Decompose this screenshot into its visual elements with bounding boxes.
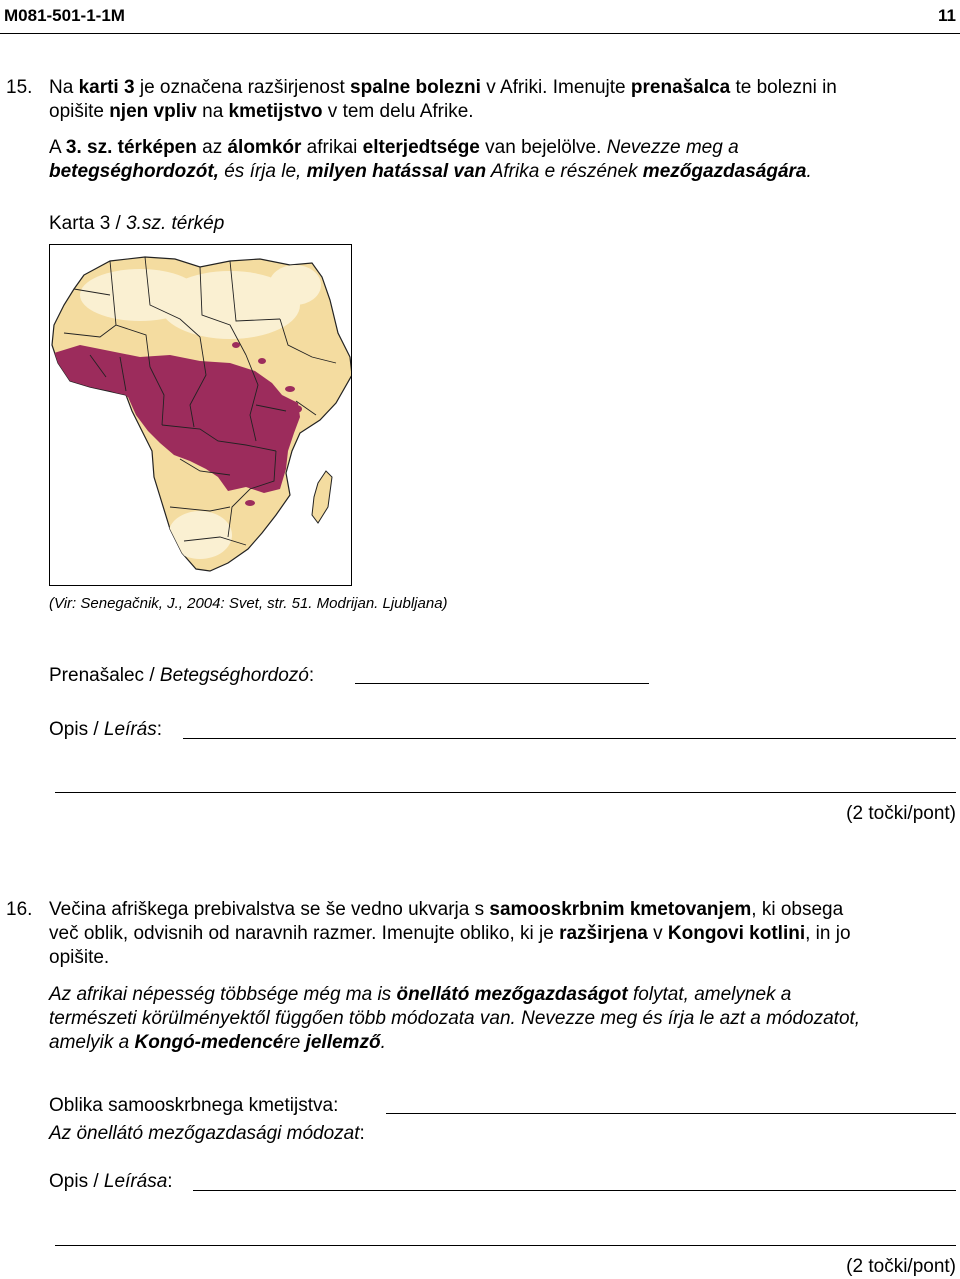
- map-caption-sl: Karta 3 /: [49, 213, 127, 234]
- text-segment: , in jo: [805, 923, 851, 944]
- text-segment: samooskrbnim kmetovanjem: [489, 899, 752, 920]
- q15-hu-line1: [49, 136, 739, 160]
- q16-hu-line1: [49, 983, 791, 1007]
- text-segment: Az afrikai népesség többsége még ma is: [49, 984, 397, 1005]
- q16-number: 16.: [6, 899, 33, 920]
- text-segment: .: [806, 161, 812, 182]
- text-segment: Afrika e részének: [486, 161, 643, 182]
- text-segment: te bolezni in: [730, 77, 837, 98]
- text-segment: v Afriki. Imenujte: [480, 77, 631, 98]
- text-segment: önellátó mezőgazdaságot: [396, 984, 628, 1005]
- carrier-answer-line[interactable]: [355, 683, 649, 684]
- header-rule: [0, 33, 960, 34]
- q16-desc-label-colon: :: [167, 1171, 173, 1192]
- text-segment: , ki obsega: [751, 899, 844, 920]
- q15-description-line-2[interactable]: [55, 792, 956, 793]
- form-label-hu-colon: :: [359, 1123, 365, 1144]
- text-segment: v: [647, 923, 668, 944]
- q16-description-line-1[interactable]: [193, 1190, 956, 1191]
- text-segment: Kongovi kotlini: [667, 923, 806, 944]
- text-segment: Na: [49, 77, 79, 98]
- text-segment: van bejelölve.: [479, 137, 607, 158]
- q15-points: (2 točki/pont): [846, 803, 956, 824]
- q16-points: (2 točki/pont): [846, 1256, 956, 1277]
- text-segment: razširjena: [559, 923, 648, 944]
- q15-sl-line2: [49, 100, 474, 124]
- text-segment: kmetijstvo: [228, 101, 323, 122]
- map-caption-hu: 3.sz. térkép: [126, 213, 225, 234]
- q16-hu-line2: [49, 1007, 860, 1031]
- text-segment: Nevezze meg a: [606, 137, 739, 158]
- text-segment: Večina afriškega prebivalstva se še vedno ukvarja s: [49, 899, 490, 920]
- text-segment: na: [196, 101, 229, 122]
- q15-desc-label-hu: Leírás: [103, 719, 157, 740]
- carrier-label-hu: Betegséghordozó: [159, 665, 309, 686]
- text-segment: več oblik, odvisnih od naravnih razmer. Imenujte obliko, ki je: [49, 923, 560, 944]
- text-segment: jellemző: [305, 1032, 381, 1053]
- text-segment: elterjedtsége: [362, 137, 480, 158]
- text-segment: Kongó-medencé: [134, 1032, 284, 1053]
- q16-sl-line1: [49, 898, 843, 922]
- text-segment: opišite: [49, 101, 110, 122]
- text-segment: je označena razširjenost: [134, 77, 351, 98]
- q16-desc-label-hu: Leírása: [103, 1171, 168, 1192]
- q15-description-line-1[interactable]: [183, 738, 956, 739]
- map-caption: [49, 212, 224, 236]
- q15-sl-line1: [49, 76, 837, 100]
- text-segment: folytat, amelynek a: [627, 984, 792, 1005]
- text-segment: v tem delu Afrike.: [322, 101, 474, 122]
- africa-map-graphic: [50, 245, 352, 586]
- map-source: (Vir: Senegačnik, J., 2004: Svet, str. 51. Modrijan. Ljubljana): [49, 595, 448, 612]
- text-segment: amelyik a: [49, 1032, 135, 1053]
- text-segment: prenašalca: [630, 77, 731, 98]
- text-segment: milyen hatással van: [306, 161, 487, 182]
- madagascar: [312, 471, 332, 523]
- carrier-label: [49, 664, 314, 688]
- q16-hu-line3: [49, 1031, 386, 1055]
- text-segment: njen vpliv: [109, 101, 197, 122]
- text-segment: spalne bolezni: [350, 77, 481, 98]
- q16-sl-line3: [49, 946, 109, 970]
- q15-number: 15.: [6, 77, 33, 98]
- q15-description-label: [49, 718, 162, 742]
- text-segment: karti 3: [78, 77, 135, 98]
- form-answer-line[interactable]: [386, 1113, 956, 1114]
- q15-desc-label-colon: :: [156, 719, 162, 740]
- q16-sl-line2: [49, 922, 851, 946]
- q15-hu-line2: [49, 160, 812, 184]
- text-segment: afrikai: [301, 137, 363, 158]
- text-segment: az: [196, 137, 228, 158]
- text-segment: és írja le,: [218, 161, 307, 182]
- page-number: 11: [938, 6, 956, 25]
- text-segment: re: [283, 1032, 306, 1053]
- text-segment: természeti körülményektől függően több módozata van. Nevezze meg és írja le azt a módozatot,: [49, 1008, 861, 1029]
- text-segment: álomkór: [227, 137, 302, 158]
- form-label-sl: Oblika samooskrbnega kmetijstva:: [49, 1095, 339, 1116]
- carrier-label-sl: Prenašalec /: [49, 665, 160, 686]
- carrier-label-colon: :: [308, 665, 315, 686]
- form-label-hu-wrap: [49, 1122, 365, 1146]
- q16-description-line-2[interactable]: [55, 1245, 956, 1246]
- exam-code: M081-501-1-1M: [4, 6, 125, 25]
- text-segment: .: [380, 1032, 386, 1053]
- text-segment: mezőgazdaságára: [642, 161, 807, 182]
- text-segment: betegséghordozót,: [49, 161, 219, 182]
- q15-desc-label-sl: Opis /: [49, 719, 104, 740]
- text-segment: 3. sz. térképen: [65, 137, 197, 158]
- text-segment: A: [49, 137, 66, 158]
- form-label-hu: Az önellátó mezőgazdasági módozat: [49, 1123, 360, 1144]
- text-segment: opišite.: [49, 947, 110, 968]
- q16-desc-label-sl: Opis /: [49, 1171, 104, 1192]
- africa-sleeping-sickness-map: [49, 244, 352, 586]
- q16-description-label: [49, 1170, 173, 1194]
